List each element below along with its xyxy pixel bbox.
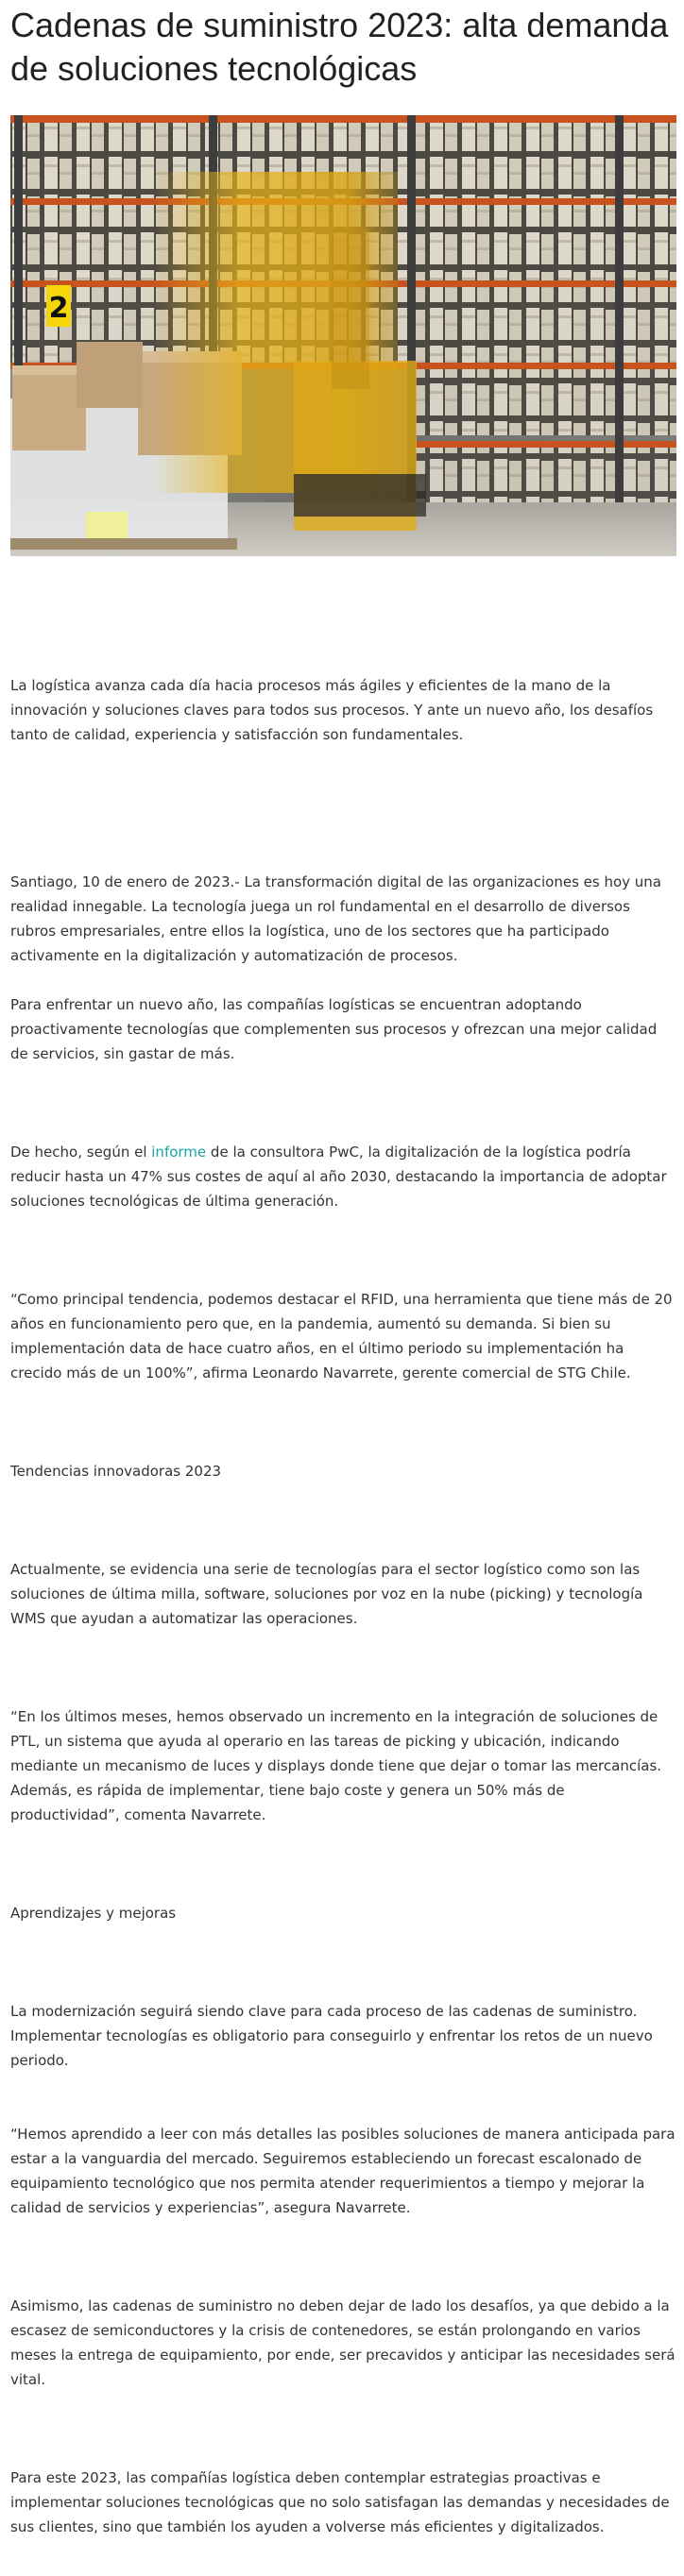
- paragraph-intro: La logística avanza cada día hacia procesos más ágiles y eficientes de la mano de la innovación y soluciones claves para todos sus procesos. Y ante un nuevo año, los desafíos tanto de calidad, experiencia y satisfacción son fundamentales.: [10, 677, 654, 743]
- shelf-label: 2: [48, 292, 69, 325]
- paragraph-modernizacion: La modernización seguirá siendo clave para cada proceso de las cadenas de suministro. Implementar tecnologías es obligatorio para conseguirlo y enfrentar los retos de un nuevo periodo.: [10, 2003, 653, 2069]
- warehouse-hero-image: [10, 115, 676, 556]
- paragraph-actualmente: Actualmente, se evidencia una serie de tecnologías para el sector logístico como son las soluciones de última milla, software, soluciones por voz en la nube (picking) y tecnología WMS que ayudan a automatizar las operaciones.: [10, 1561, 643, 1627]
- forklift-blur: [152, 172, 426, 531]
- paragraph-pwc-after: de la consultora PwC, la digitalización de la logística podría reducir hasta un 47% sus costes de aquí al año 2030, destacando la importancia de adoptar soluciones tecnológicas de última generación.: [10, 1144, 667, 1210]
- paragraph-companies: Para enfrentar un nuevo año, las compañías logísticas se encuentran adoptando proactivamente tecnologías que complementen sus procesos y ofrezcan una mejor calidad de servicios, sin gastar de más.: [10, 996, 658, 1062]
- paragraph-para-este-2023: Para este 2023, las compañías logística deben contemplar estrategias proactivas e implementar soluciones tecnológicas que no solo satisfagan las demandas y necesidades de sus clientes, sino que también los ayuden a volverse más eficientes y digitalizados.: [10, 2469, 670, 2535]
- paragraph-rfid-quote: “Como principal tendencia, podemos destacar el RFID, una herramienta que tiene más de 20 años en funcionamiento pero que, en la pandemia, aumentó su demanda. Si bien su implementación data de hace cuatro años, en el último periodo su implementación ha crecido más de un 100%”, afirma Leonardo Navarrete, gerente comercial de STG Chile.: [10, 1291, 673, 1381]
- paragraph-aprendido-quote: “Hemos aprendido a leer con más detalles las posibles soluciones de manera anticipada para estar a la vanguardia del mercado. Seguiremos estableciendo un forecast escalonado de equipamiento tecnológico que nos permita atender requerimientos a tiempo y mejorar la calidad de servicios y experiencias”, asegura Navarrete.: [10, 2126, 675, 2216]
- paragraph-ptl-quote: “En los últimos meses, hemos observado un incremento en la integración de soluciones de PTL, un sistema que ayuda al operario en las tareas de picking y ubicación, indicando mediante un mecanismo de luces y displays donde tiene que dejar o tomar las mercancías. Además, es rápida de implementar, tiene bajo coste y genera un 50% más de productividad”, comenta Navarrete.: [10, 1708, 662, 1823]
- paragraph-pwc-before: De hecho, según el: [10, 1144, 152, 1161]
- heading-tendencias: Tendencias innovadoras 2023: [10, 1463, 222, 1480]
- paragraph-santiago: Santiago, 10 de enero de 2023.- La transformación digital de las organizaciones es hoy una realidad innegable. La tecnología juega un rol fundamental en el desarrollo de diversos rubros empresariales, entre ellos la logística, uno de los sectores que ha participado activamente en la digitalización y automatización de procesos.: [10, 873, 662, 964]
- article-title: Cadenas de suministro 2023: alta demanda de soluciones tecnológicas: [10, 6, 669, 88]
- paragraph-pwc: [10, 1140, 676, 1213]
- informe-link[interactable]: informe: [151, 1144, 207, 1161]
- paragraph-asimismo: Asimismo, las cadenas de suministro no deben dejar de lado los desafíos, ya que debido a la escasez de semiconductores y la crisis de contenedores, se están prolongando en varios meses la entrega de equipamiento, por ende, ser precavidos y anticipar las necesidades será vital.: [10, 2297, 675, 2388]
- heading-aprendizajes: Aprendizajes y mejoras: [10, 1905, 177, 1922]
